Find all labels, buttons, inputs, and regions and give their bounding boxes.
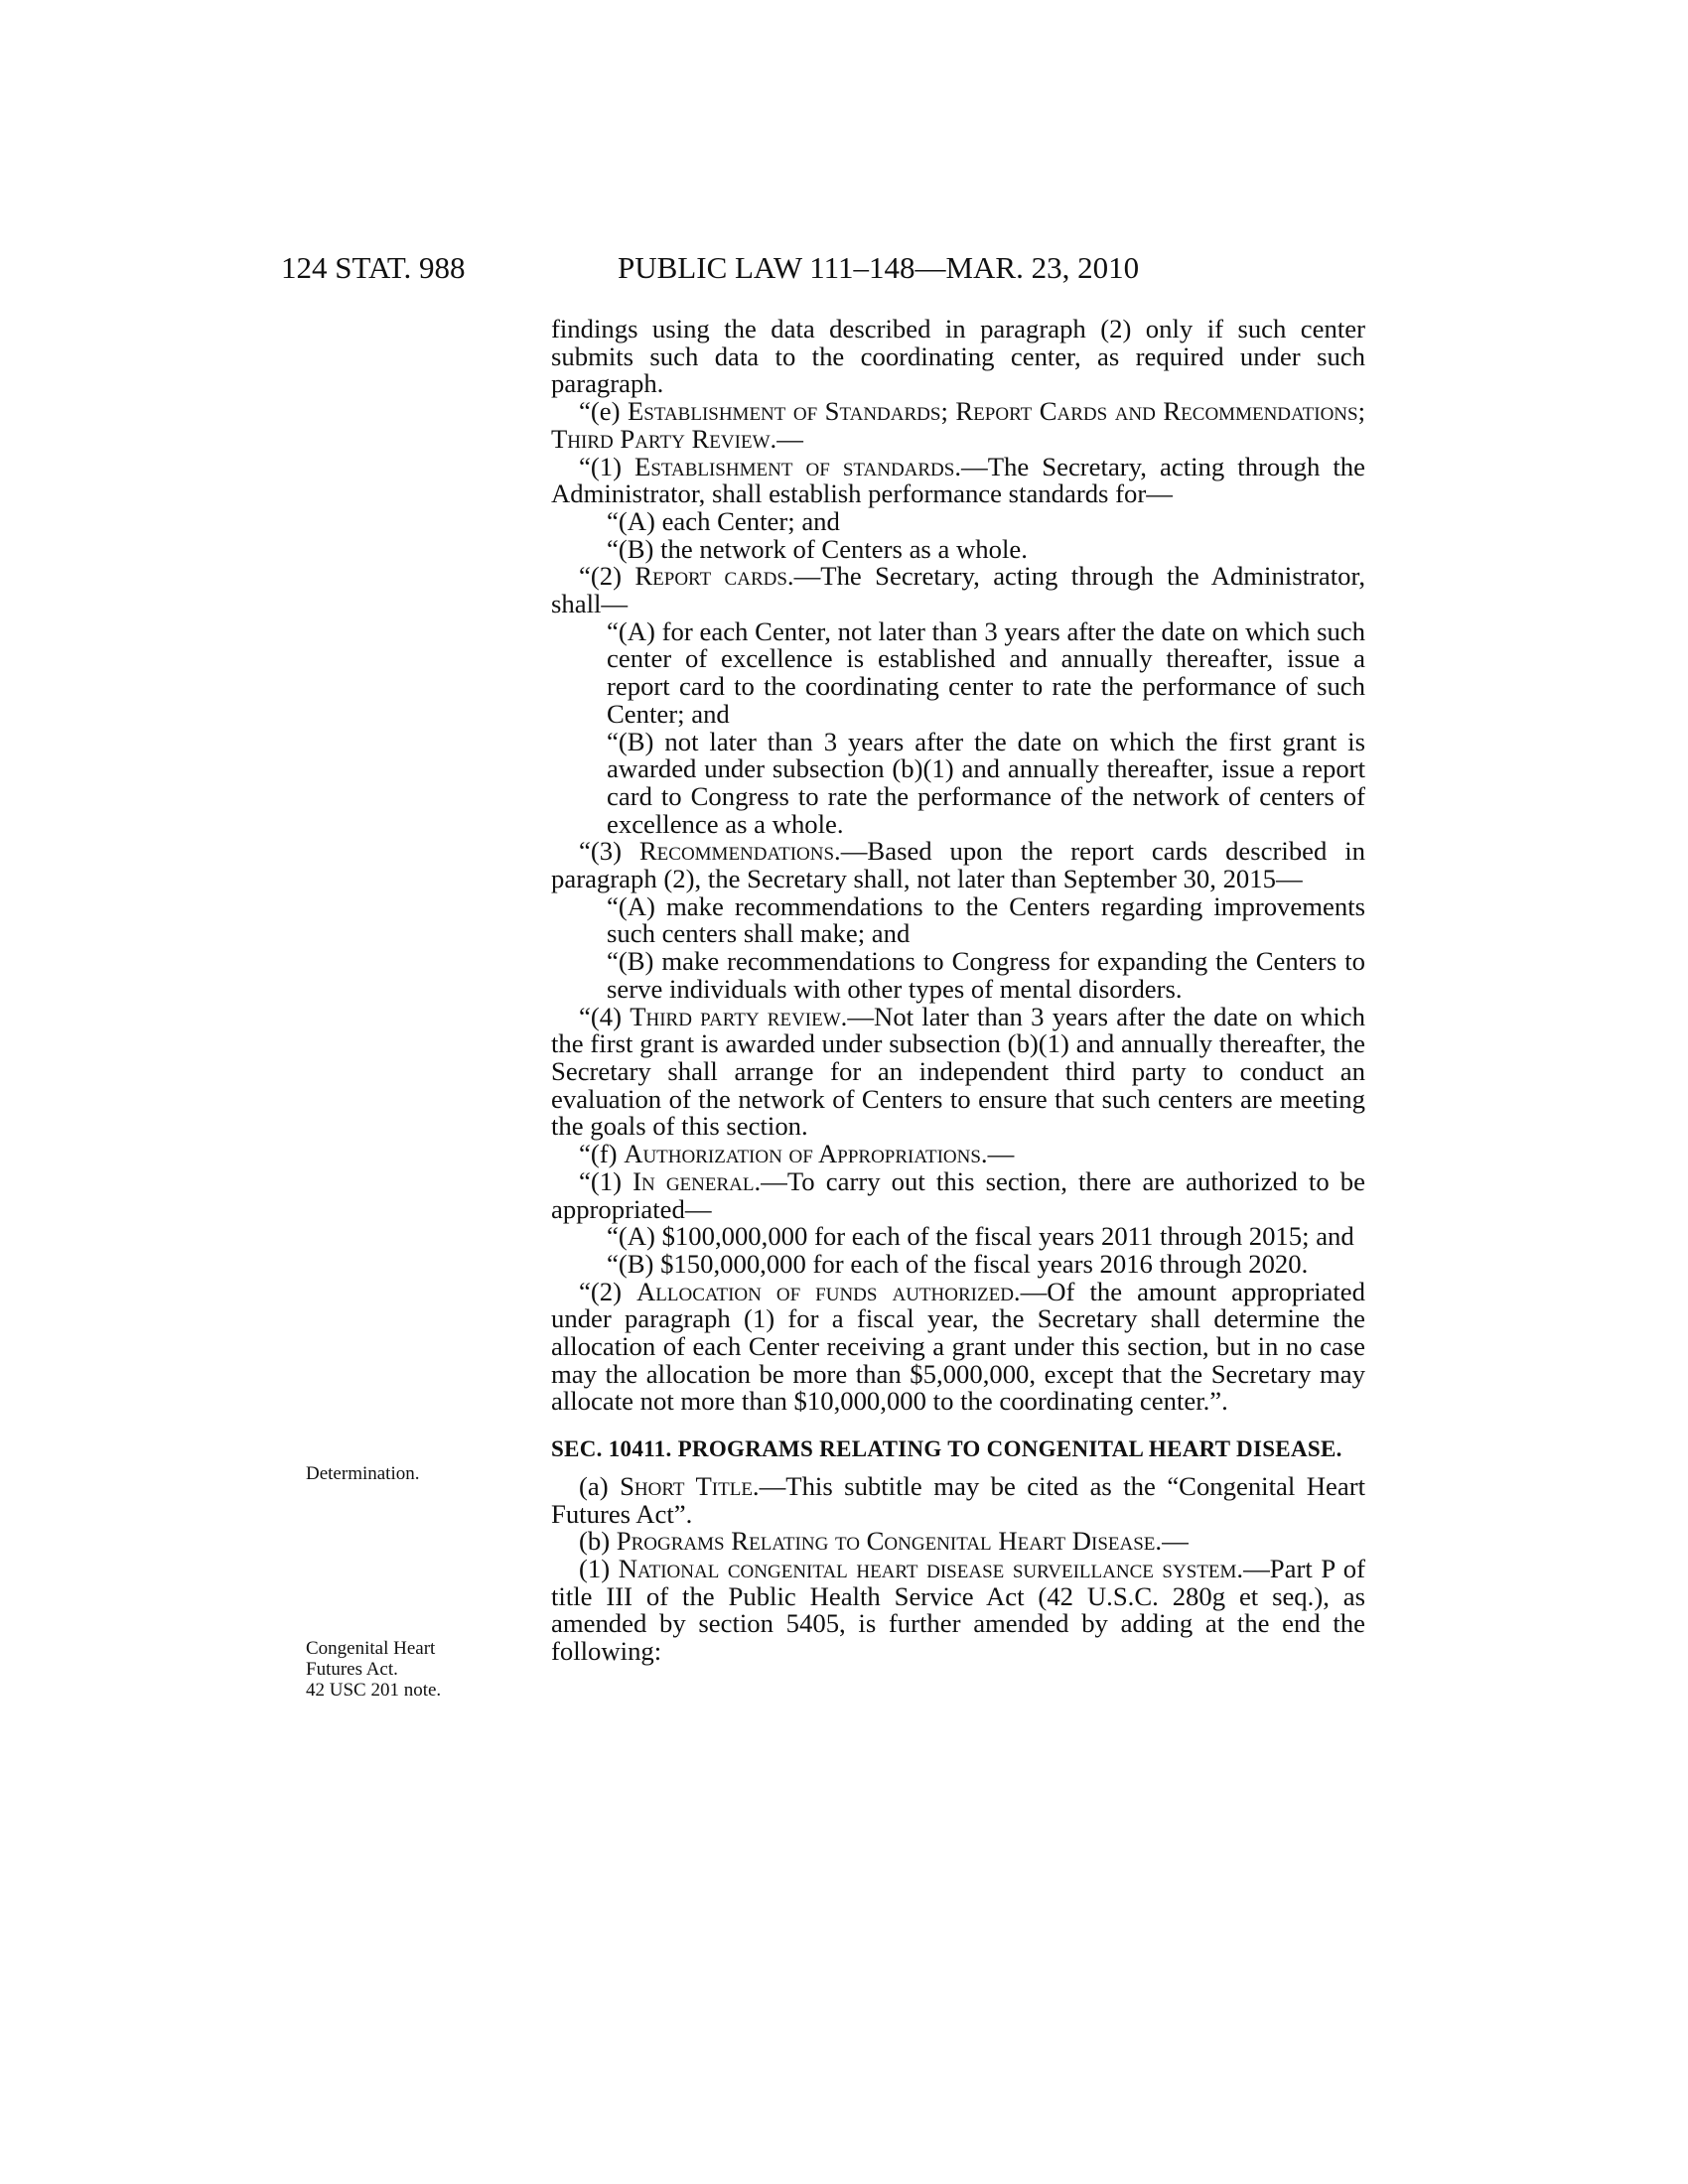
heading-text: National congenital heart disease surveillance system.: [618, 1553, 1244, 1583]
public-law-citation: PUBLIC LAW 111–148—MAR. 23, 2010: [618, 250, 1140, 285]
running-header: [281, 250, 1365, 290]
body-text: —Not later than 3 years after the date on which the first grant is awarded under subsection (b)(1) and annually thereafter, the Secretary shall arrange for an independent third party to conduct an evaluation of the network of Centers to ensure that such centers are meeting the goals of this section.: [551, 1001, 1365, 1142]
body-text: —This subtitle may be cited as the “Congenital Heart Futures Act”.: [551, 1470, 1365, 1529]
heading-text: Establishment of Standards; Report Cards and Recommendations; Third Party Review.: [551, 396, 1365, 454]
dash: —: [776, 423, 803, 454]
statute-body: [551, 316, 1365, 1666]
paragraph-continuation: findings using the data described in paragraph (2) only if such center submits such data to the coordinating center, as required under such paragraph.: [551, 314, 1365, 399]
label: “(2): [579, 1276, 636, 1306]
margin-note-line: 42 USC 201 note.: [306, 1680, 442, 1701]
label: (1): [579, 1553, 619, 1583]
heading-text: Report cards.: [634, 561, 794, 592]
subparagraph-e2a: “(A) for each Center, not later than 3 years after the date on which such center of excellence is established and annually thereafter, issue a report card to the coordinating center to rate the performance of such Center; and: [607, 615, 1365, 729]
subsection-f-heading: [551, 1141, 1365, 1168]
margin-note-text: Determination.: [306, 1463, 420, 1484]
paragraph-e2: [551, 563, 1365, 617]
subparagraph-e3b: “(B) make recommendations to Congress for expanding the Centers to serve individuals with other types of mental disorders.: [607, 946, 1365, 1004]
body-text: —The Secretary, acting through the Administrator, shall establish performance standards for—: [551, 451, 1365, 509]
margin-note-line: Congenital Heart: [306, 1638, 436, 1659]
dash: —: [1162, 1526, 1189, 1557]
label: (a): [579, 1470, 621, 1501]
label: “(f): [579, 1139, 625, 1169]
body-text: —Part P of title III of the Public Health Service Act (42 U.S.C. 280g et seq.), as amended by section 5405, is further amended by adding at the end the following:: [551, 1553, 1365, 1667]
statute-page-number: 124 STAT. 988: [281, 250, 466, 285]
body-text: —Of the amount appropriated under paragraph (1) for a fiscal year, the Secretary shall determine the allocation of each Center receiving a grant under this section, but in no case may the allocation be more than $5,000,000, except that the Secretary may allocate not more than $10,000,000 to the coordinating center.”.: [551, 1276, 1365, 1417]
label: (b): [579, 1526, 617, 1557]
margin-note-determination: [306, 1463, 504, 1484]
subparagraph-e1b: “(B) the network of Centers as a whole.: [607, 533, 1028, 564]
heading-text: Recommendations.: [638, 836, 841, 867]
subparagraph-e1a: “(A) each Center; and: [607, 505, 840, 536]
paragraph-e4: [551, 1001, 1365, 1142]
dash: —: [987, 1139, 1015, 1169]
subsection-e-heading: [551, 398, 1365, 453]
body-text: —To carry out this section, there are authorized to be appropriated—: [551, 1165, 1365, 1224]
heading-text: Programs Relating to Congenital Heart Disease.: [616, 1526, 1163, 1557]
subparagraph-e2b: “(B) not later than 3 years after the date on which the first grant is awarded under subsection (b)(1) and annually thereafter, issue a report card to Congress to rate the performance of the network of centers of excellence as a whole.: [607, 726, 1365, 839]
subparagraph-e3a: “(A) make recommendations to the Centers regarding improvements such centers shall make; and: [607, 890, 1365, 949]
subsection-b: [551, 1528, 1365, 1556]
section-heading: SEC. 10411. PROGRAMS RELATING TO CONGENITAL HEART DISEASE.: [551, 1436, 1342, 1462]
heading-text: Authorization of Appropriations.: [624, 1139, 988, 1169]
heading-text: Third party review.: [630, 1001, 848, 1031]
paragraph-e3: [551, 838, 1365, 892]
label: “(1): [579, 451, 635, 481]
paragraph-e1: [551, 451, 1365, 509]
paragraph-b1: [551, 1553, 1365, 1667]
subparagraph-f1b: “(B) $150,000,000 for each of the fiscal years 2016 through 2020.: [607, 1248, 1309, 1279]
body-text: —The Secretary, acting through the Administrator, shall—: [551, 561, 1366, 619]
margin-note-line: Futures Act.: [306, 1659, 398, 1680]
label: “(4): [579, 1001, 631, 1031]
subparagraph-f1a: “(A) $100,000,000 for each of the fiscal years 2011 through 2015; and: [607, 1221, 1354, 1252]
heading-text: Establishment of standards.: [634, 451, 962, 481]
heading-text: Allocation of funds authorized.: [635, 1276, 1021, 1306]
margin-note-congenital: [306, 1638, 504, 1701]
heading-text: Short Title.: [620, 1470, 760, 1501]
paragraph-f2: [551, 1276, 1365, 1417]
paragraph-f1: [551, 1165, 1365, 1224]
body-text: —Based upon the report cards described in paragraph (2), the Secretary shall, not later than September 30, 2015—: [551, 836, 1365, 894]
label: “(2): [579, 561, 635, 592]
label: “(e): [579, 396, 628, 427]
subsection-a: [551, 1470, 1365, 1529]
heading-text: In general.: [633, 1165, 762, 1196]
label: “(1): [579, 1165, 633, 1196]
section-10411: [551, 1435, 1365, 1666]
label: “(3): [579, 836, 639, 867]
